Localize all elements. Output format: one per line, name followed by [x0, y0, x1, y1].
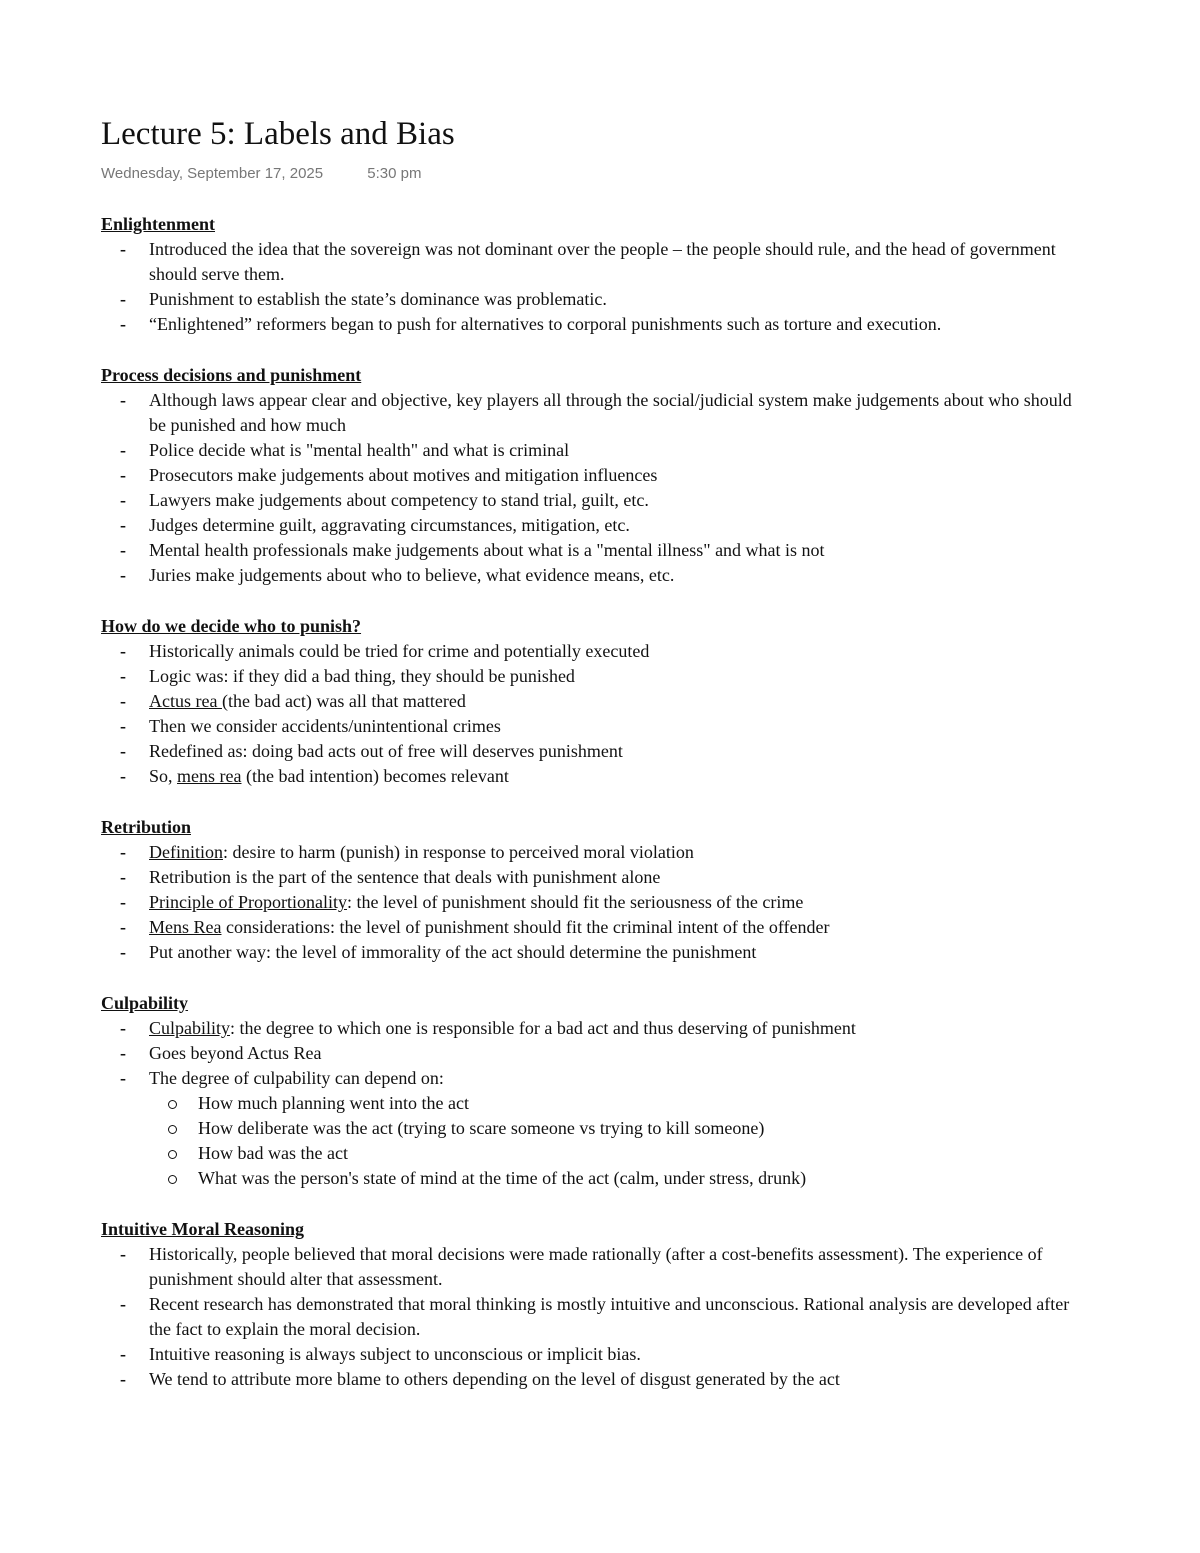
bullet-list — [101, 1242, 1091, 1392]
dash-bullet-icon: - — [120, 766, 126, 786]
item-text: considerations: the level of punishment should fit the criminal intent of the offender — [221, 917, 830, 937]
dash-bullet-icon: - — [120, 490, 126, 510]
section-heading: How do we decide who to punish? — [101, 616, 362, 636]
item-text: We tend to attribute more blame to others depending on the level of disgust generated by the act — [149, 1369, 840, 1389]
item-text: : the level of punishment should fit the seriousness of the crime — [346, 892, 804, 912]
section-culpability — [101, 991, 1091, 1191]
section-who-to-punish — [101, 614, 1091, 789]
item-text: The degree of culpability can depend on: — [149, 1068, 444, 1088]
dash-bullet-icon: - — [120, 1043, 126, 1063]
note-time: 5:30 pm — [367, 165, 422, 182]
term-mens-rea: Mens Rea — [149, 917, 222, 937]
item-text: : desire to harm (punish) in response to perceived moral violation — [223, 842, 694, 862]
dash-bullet-icon: - — [120, 390, 126, 410]
note-page — [101, 112, 1091, 1392]
dash-bullet-icon: - — [120, 1369, 126, 1389]
bullet-list — [101, 388, 1091, 588]
item-text: Prosecutors make judgements about motives and mitigation influences — [149, 465, 658, 485]
list-item — [101, 513, 1091, 538]
term-proportionality: Principle of Proportionality — [149, 892, 347, 912]
term-definition: Definition — [149, 842, 223, 862]
dash-bullet-icon: - — [120, 1018, 126, 1038]
circle-bullet-icon — [168, 1175, 177, 1184]
list-item — [101, 890, 1091, 915]
item-text: (the bad act) was all that mattered — [221, 691, 466, 711]
list-item — [101, 538, 1091, 563]
section-enlightenment — [101, 212, 1091, 337]
item-text: Juries make judgements about who to believe, what evidence means, etc. — [149, 565, 675, 585]
list-item — [101, 1016, 1091, 1041]
item-text: Lawyers make judgements about competency to stand trial, guilt, etc. — [149, 490, 649, 510]
list-item — [101, 714, 1091, 739]
list-item — [101, 1041, 1091, 1066]
list-item — [101, 287, 1091, 312]
list-item — [101, 1342, 1091, 1367]
item-text: Judges determine guilt, aggravating circumstances, mitigation, etc. — [149, 515, 630, 535]
item-text: Although laws appear clear and objective, key players all through the social/judicial system make judgements about who should be punished and how much — [149, 390, 1072, 435]
item-text: Police decide what is "mental health" and what is criminal — [149, 440, 570, 460]
dash-bullet-icon: - — [120, 917, 126, 937]
list-item — [101, 438, 1091, 463]
list-item — [101, 463, 1091, 488]
dash-bullet-icon: - — [120, 942, 126, 962]
term-actus-rea: Actus rea — [149, 691, 222, 711]
item-text: What was the person's state of mind at the time of the act (calm, under stress, drunk) — [198, 1168, 807, 1188]
page-title: Lecture 5: Labels and Bias — [101, 116, 455, 152]
item-text: How bad was the act — [198, 1143, 348, 1163]
item-text: Punishment to establish the state’s dominance was problematic. — [149, 289, 607, 309]
item-text: Redefined as: doing bad acts out of free will deserves punishment — [149, 741, 623, 761]
dash-bullet-icon: - — [120, 892, 126, 912]
sub-list-item — [149, 1116, 1091, 1141]
term-mens-rea: mens rea — [177, 766, 242, 786]
dash-bullet-icon: - — [120, 691, 126, 711]
item-text: Intuitive reasoning is always subject to unconscious or implicit bias. — [149, 1344, 641, 1364]
dash-bullet-icon: - — [120, 239, 126, 259]
dash-bullet-icon: - — [120, 1344, 126, 1364]
item-text: Goes beyond Actus Rea — [149, 1043, 322, 1063]
list-item — [101, 865, 1091, 890]
list-item — [101, 664, 1091, 689]
dash-bullet-icon: - — [120, 716, 126, 736]
section-retribution — [101, 815, 1091, 965]
dash-bullet-icon: - — [120, 867, 126, 887]
bullet-list — [101, 639, 1091, 789]
term-culpability: Culpability — [149, 1018, 230, 1038]
list-item — [101, 764, 1091, 789]
bullet-list — [101, 840, 1091, 965]
item-text: : the degree to which one is responsible for a bad act and thus deserving of punishment — [230, 1018, 856, 1038]
item-text: Put another way: the level of immorality of the act should determine the punishment — [149, 942, 757, 962]
item-text: How much planning went into the act — [198, 1093, 469, 1113]
list-item — [101, 739, 1091, 764]
dash-bullet-icon: - — [120, 1068, 126, 1088]
list-item — [101, 1292, 1091, 1342]
list-item — [101, 488, 1091, 513]
bullet-list — [101, 1016, 1091, 1191]
sub-list-item — [149, 1091, 1091, 1116]
item-text: Historically animals could be tried for crime and potentially executed — [149, 641, 650, 661]
section-heading: Enlightenment — [101, 214, 216, 234]
section-heading: Process decisions and punishment — [101, 365, 362, 385]
item-text-prefix: So, — [149, 766, 178, 786]
list-item — [101, 237, 1091, 287]
item-text: Introduced the idea that the sovereign was not dominant over the people – the people should rule, and the head of government should serve them. — [149, 239, 1056, 284]
circle-bullet-icon — [168, 1100, 177, 1109]
section-intuitive-moral-reasoning — [101, 1217, 1091, 1392]
dash-bullet-icon: - — [120, 1244, 126, 1264]
dash-bullet-icon: - — [120, 440, 126, 460]
list-item — [101, 840, 1091, 865]
list-item — [101, 312, 1091, 337]
dash-bullet-icon: - — [120, 515, 126, 535]
item-text: Retribution is the part of the sentence that deals with punishment alone — [149, 867, 661, 887]
sub-list-item — [149, 1141, 1091, 1166]
list-item — [101, 1367, 1091, 1392]
dash-bullet-icon: - — [120, 540, 126, 560]
section-process-decisions — [101, 363, 1091, 588]
bullet-list — [101, 237, 1091, 337]
dash-bullet-icon: - — [120, 641, 126, 661]
note-date: Wednesday, September 17, 2025 — [101, 165, 324, 182]
item-text: How deliberate was the act (trying to scare someone vs trying to kill someone) — [198, 1118, 765, 1138]
item-text: “Enlightened” reformers began to push for alternatives to corporal punishments such as torture and execution. — [149, 314, 942, 334]
item-text: Historically, people believed that moral decisions were made rationally (after a cost-benefits assessment). The experience of punishment should alter that assessment. — [149, 1244, 1043, 1289]
dash-bullet-icon: - — [120, 842, 126, 862]
section-heading: Intuitive Moral Reasoning — [101, 1219, 305, 1239]
list-item — [101, 940, 1091, 965]
dash-bullet-icon: - — [120, 741, 126, 761]
sub-bullet-list — [149, 1091, 1091, 1191]
list-item — [101, 915, 1091, 940]
list-item — [101, 639, 1091, 664]
dash-bullet-icon: - — [120, 1294, 126, 1314]
item-text: Logic was: if they did a bad thing, they should be punished — [149, 666, 575, 686]
dash-bullet-icon: - — [120, 314, 126, 334]
item-text: Mental health professionals make judgements about what is a "mental illness" and what is not — [149, 540, 825, 560]
item-text: Recent research has demonstrated that moral thinking is mostly intuitive and unconscious. Rational analysis are developed after the fact to explain the moral decision. — [149, 1294, 1070, 1339]
list-item — [101, 689, 1091, 714]
dash-bullet-icon: - — [120, 666, 126, 686]
section-heading: Retribution — [101, 817, 191, 837]
circle-bullet-icon — [168, 1150, 177, 1159]
item-text: Then we consider accidents/unintentional crimes — [149, 716, 501, 736]
list-item — [101, 563, 1091, 588]
note-meta — [101, 162, 1091, 186]
section-heading: Culpability — [101, 993, 189, 1013]
dash-bullet-icon: - — [120, 465, 126, 485]
item-text: (the bad intention) becomes relevant — [241, 766, 509, 786]
list-item — [101, 388, 1091, 438]
circle-bullet-icon — [168, 1125, 177, 1134]
dash-bullet-icon: - — [120, 565, 126, 585]
list-item — [101, 1066, 1091, 1191]
list-item — [101, 1242, 1091, 1292]
dash-bullet-icon: - — [120, 289, 126, 309]
sub-list-item — [149, 1166, 1091, 1191]
